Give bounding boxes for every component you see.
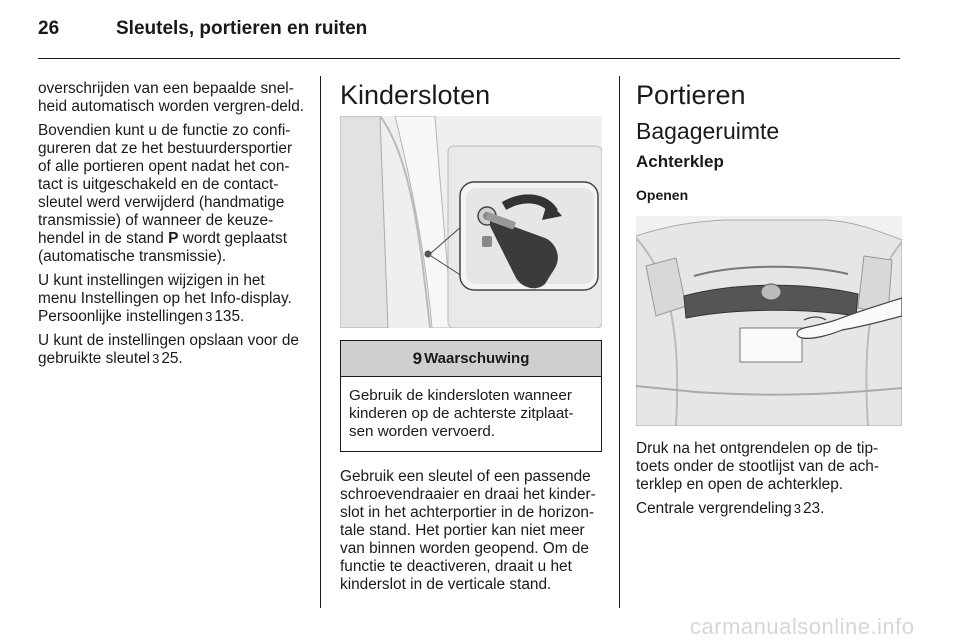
paragraph-configure: Bovendien kunt u de functie zo confi-gureren dat ze het bestuurdersportier of alle portieren opent nadat het con-tact is uitgeschakeld en de contact-sleutel werd verwijderd (handmatige transmissie) of wanneer de keuze-hendel in de stand P wordt geplaatst (automatische transmissie).	[38, 122, 293, 265]
heading-kindersloten: Kindersloten	[340, 80, 491, 110]
warning-text: Gebruik de kindersloten wanneer kinderen op de achterste zitplaat-sen worden vervoerd.	[349, 387, 574, 440]
paragraph-central-locking: Centrale vergrendeling 3 23.	[636, 500, 825, 517]
page-header	[38, 18, 367, 48]
column-left	[38, 80, 306, 374]
warning-box	[340, 340, 602, 452]
column-divider-left	[320, 76, 321, 608]
paragraph-change-settings: U kunt instellingen wijzigen in het menu Instellingen op het Info-display. Persoonlijke instellingen 3 135.	[38, 272, 292, 325]
paragraph-speed-lock: overschrijden van een bepaalde snel-heid automatisch worden vergren-deld.	[38, 80, 305, 115]
warning-header	[341, 341, 601, 377]
paragraph-open-tailgate: Druk na het ontgrendelen op de tip-toets onder de stootlijst van de ach-terklep en open de achterklep.	[636, 440, 879, 493]
paragraph-save-settings: U kunt de instellingen opslaan voor de gebruikte sleutel 3 25.	[38, 332, 299, 367]
header-rule	[38, 58, 900, 59]
column-divider-right	[619, 76, 620, 608]
heading-openen: Openen	[636, 187, 689, 203]
page-link-23[interactable]: 23.	[802, 500, 825, 517]
gear-position-p: P	[168, 230, 179, 247]
cross-reference-icon: 3	[152, 351, 160, 366]
child-lock-illustration	[340, 116, 602, 328]
page-number: 26	[38, 18, 60, 39]
cross-reference-icon: 3	[205, 309, 213, 324]
heading-portieren: Portieren	[636, 80, 746, 110]
paragraph-child-lock: Gebruik een sleutel of een passende schroevendraaier en draai het kinder-slot in het achterportier in de horizon-tale stand. Het portier kan niet meer van binnen worden geopend. Om de functie te deactiveren, draait u het kinderslot in de verticale stand.	[340, 468, 596, 593]
heading-bagageruimte: Bagageruimte	[636, 118, 780, 144]
warning-triangle-icon: 9	[412, 348, 423, 368]
chapter-title: Sleutels, portieren en ruiten	[116, 18, 368, 39]
cross-reference-icon: 3	[793, 501, 801, 516]
column-middle	[340, 80, 602, 600]
watermark: carmanualsonline.info	[690, 614, 915, 639]
page-link-25[interactable]: 25.	[161, 350, 183, 367]
column-right	[636, 80, 902, 524]
page-link-135[interactable]: 135.	[214, 308, 245, 325]
warning-title: Waarschuwing	[424, 349, 530, 367]
heading-achterklep: Achterklep	[636, 152, 724, 171]
tailgate-illustration	[636, 216, 902, 426]
